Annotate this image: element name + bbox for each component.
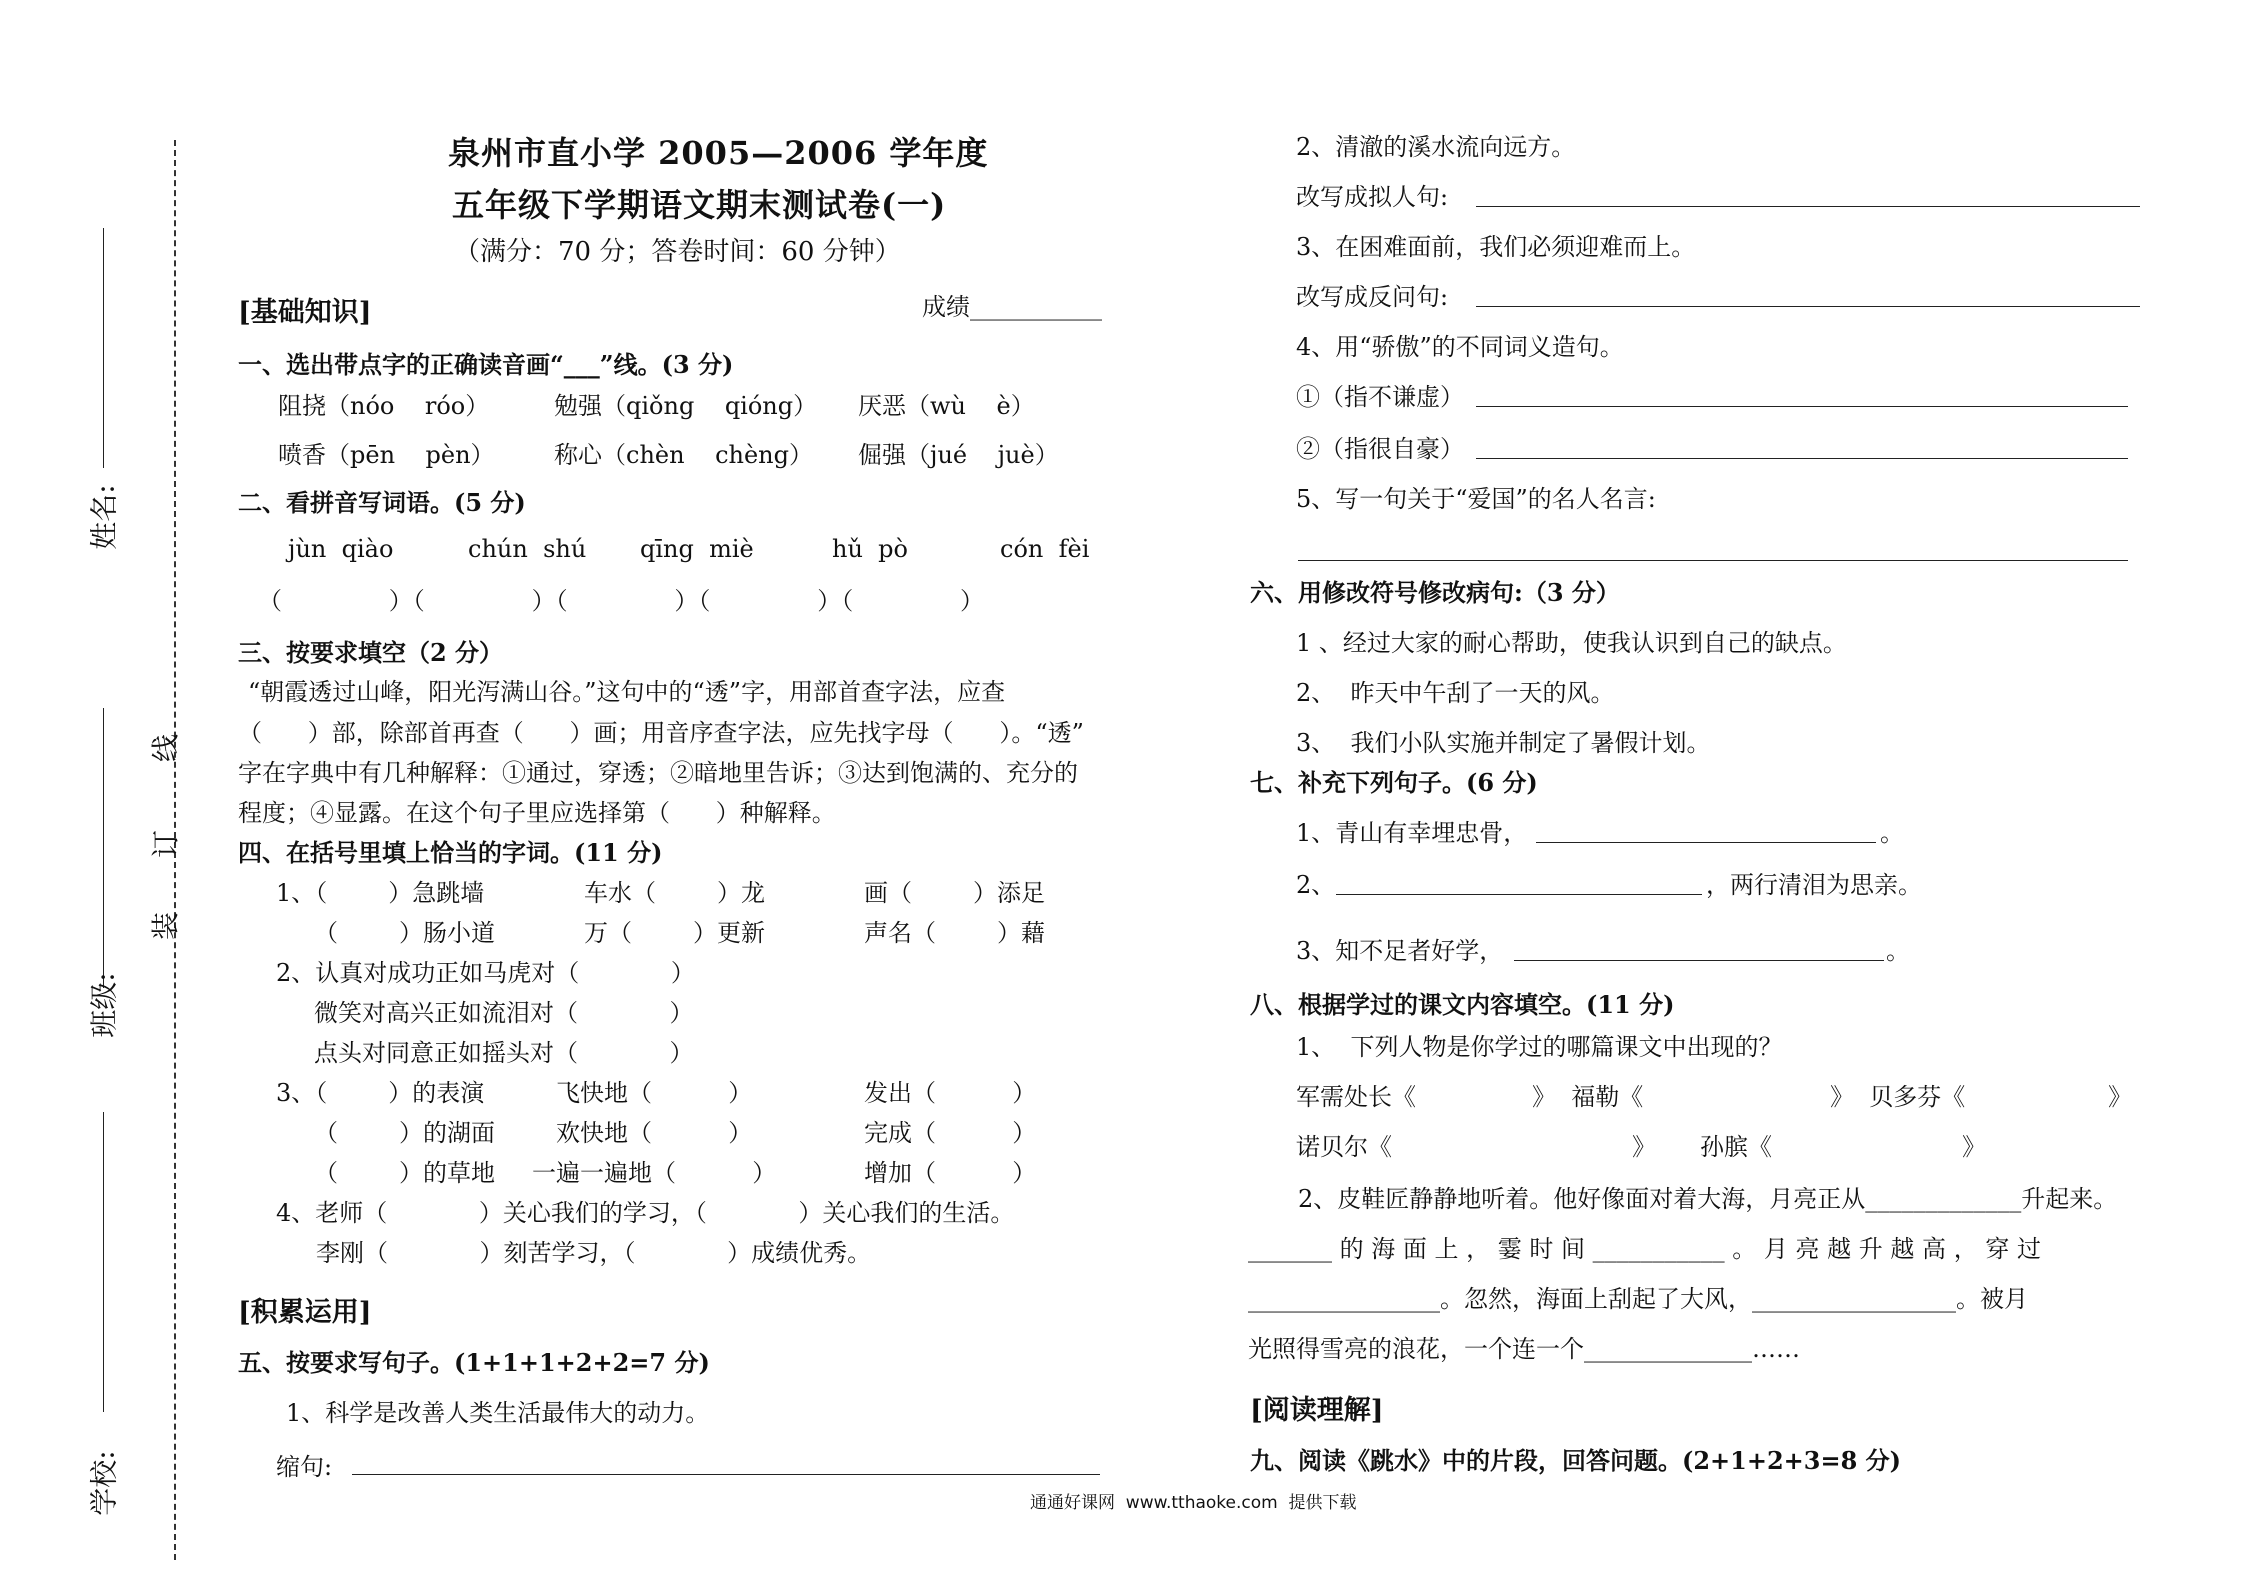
q8-1-close-5: 》 [1962, 1133, 1986, 1161]
q5-4-a-label: ①（指不谦虚） [1296, 383, 1464, 411]
q7-3-period: 。 [1886, 937, 1910, 965]
q4-1-f: 声名（ ）藉 [864, 919, 1046, 947]
q8-2-line-3: ________________。忽然，海面上刮起了大风，_________________。被月 [1248, 1285, 2028, 1313]
q8-1-prompt: 1、 下列人物是你学过的哪篇课文中出现的？ [1296, 1033, 1783, 1061]
name-write-line [103, 228, 104, 468]
q4-4-b: 李刚（ ）刻苦学习，（ ）成绩优秀。 [316, 1239, 872, 1267]
q8-2-line-4: 光照得雪亮的浪花，一个连一个______________…… [1248, 1335, 1800, 1363]
q1-title: 一、选出带点字的正确读音画“___”线。(3 分) [238, 350, 734, 379]
q6-title: 六、用修改符号修改病句:（3 分） [1250, 578, 1620, 607]
q2-pinyin-1: jùn qiào [288, 535, 394, 563]
q6-1: 1 、经过大家的耐心帮助，使我认识到自己的缺点。 [1296, 629, 1847, 657]
q5-title: 五、按要求写句子。(1+1+1+2+2=7 分) [238, 1348, 710, 1377]
q7-title: 七、补充下列句子。(6 分) [1250, 768, 1538, 797]
name-label: 姓名: [87, 484, 121, 550]
q4-3-h: 一遍一遍地（ ） [532, 1159, 777, 1187]
q4-1-c: 画（ ）添足 [864, 879, 1046, 907]
q4-1-d: （ ）肠小道 [314, 919, 496, 947]
q5-4-a-answer-line[interactable] [1476, 406, 2128, 407]
section-basic-knowledge: [基础知识] [238, 297, 372, 328]
q8-1-person-4: 诺贝尔《 [1296, 1133, 1392, 1161]
q5-2-sentence: 2、清澈的溪水流向远方。 [1296, 133, 1576, 161]
q5-4-b-answer-line[interactable] [1476, 458, 2128, 459]
q5-5-sentence: 5、写一句关于“爱国”的名人名言: [1296, 485, 1656, 513]
section-reading: [阅读理解] [1250, 1395, 1384, 1426]
binding-char-ding: 订 [149, 829, 183, 859]
q9-title: 九、阅读《跳水》中的片段，回答问题。(2+1+2+3=8 分) [1250, 1446, 1901, 1475]
q1-item-3: 厌恶（wù è） [858, 392, 1035, 420]
q4-1-b: 车水（ ）龙 [584, 879, 766, 907]
exam-title-line2: 五年级下学期语文期末测试卷(一) [452, 186, 947, 224]
binding-char-zhuang: 装 [149, 911, 183, 941]
q7-1-period: 。 [1880, 819, 1904, 847]
q3-line-2: （ ）部，除部首再查（ ）画；用音序查字法，应先找字母（ ）。“透” [238, 719, 1084, 747]
q4-3-a: 3、（ ）的表演 [276, 1079, 485, 1107]
school-write-line [103, 1112, 104, 1412]
q1-item-4: 喷香（pēn pèn） [278, 441, 495, 469]
footer-source: 通通好课网 www.tthaoke.com 提供下载 [1030, 1493, 1357, 1513]
q1-item-1: 阻挠（nóo róo） [278, 392, 490, 420]
q4-3-g: （ ）的草地 [314, 1159, 496, 1187]
q8-1-person-2: 》 福勒《 [1532, 1083, 1644, 1111]
class-label: 班级: [87, 972, 121, 1038]
q2-pinyin-2: chún shú [468, 535, 587, 563]
section-accumulation: [积累运用] [238, 1297, 372, 1328]
q5-4-b-label: ②（指很自豪） [1296, 435, 1464, 463]
q8-1-person-1: 军需处长《 [1296, 1083, 1416, 1111]
q4-2-a: 2、认真对成功正如马虎对（ ） [276, 959, 695, 987]
q4-1-a: 1、（ ）急跳墙 [276, 879, 485, 907]
q3-title: 三、按要求填空（2 分） [238, 638, 504, 667]
q7-2-ending: ，两行清泪为思亲。 [1706, 871, 1922, 899]
q7-2-number: 2、 [1296, 871, 1336, 899]
q5-3-label: 改写成反问句: [1296, 283, 1449, 311]
q8-1-close-4: 》 [1632, 1133, 1656, 1161]
exam-title-line1: 泉州市直小学 2005—2006 学年度 [448, 134, 989, 172]
exam-subtitle: （满分：70 分；答卷时间：60 分钟） [454, 237, 901, 267]
q8-1-person-3: 》 贝多芬《 [1830, 1083, 1966, 1111]
q5-3-answer-line[interactable] [1476, 306, 2140, 307]
school-label: 学校: [87, 1450, 121, 1516]
q4-3-b: 飞快地（ ） [556, 1079, 753, 1107]
q4-3-e: 欢快地（ ） [556, 1119, 753, 1147]
q5-5-answer-line[interactable] [1298, 560, 2128, 561]
q8-1-person-5: 孙膑《 [1700, 1133, 1772, 1161]
q7-1-answer-line[interactable] [1536, 842, 1876, 843]
score-field[interactable]: 成绩___________ [922, 293, 1102, 321]
q5-4-sentence: 4、用“骄傲”的不同词义造句。 [1296, 333, 1624, 361]
q4-3-c: 发出（ ） [864, 1079, 1037, 1107]
q7-3-answer-line[interactable] [1514, 960, 1884, 961]
q3-line-1: “朝霞透过山峰，阳光泻满山谷。”这句中的“透”字，用部首查字法，应查 [248, 678, 1006, 706]
q4-2-b: 微笑对高兴正如流泪对（ ） [314, 999, 694, 1027]
q4-1-e: 万（ ）更新 [584, 919, 766, 947]
q8-2-line-2: _______ 的 海 面 上 ， 霎 时 间 ___________ 。 月 亮 越 升 越 高 ， 穿 过 [1248, 1235, 2041, 1263]
q5-3-sentence: 3、在困难面前，我们必须迎难而上。 [1296, 233, 1696, 261]
q7-3: 3、知不足者好学， [1296, 937, 1504, 965]
q4-3-f: 完成（ ） [864, 1119, 1037, 1147]
q8-title: 八、根据学过的课文内容填空。(11 分) [1250, 990, 1675, 1019]
q4-3-d: （ ）的湖面 [314, 1119, 496, 1147]
q6-3: 3、 我们小队实施并制定了暑假计划。 [1296, 729, 1711, 757]
q1-item-2: 勉强（qiǒng qióng） [554, 392, 818, 420]
binding-char-line: 线 [149, 733, 183, 763]
q6-2: 2、 昨天中午刮了一天的风。 [1296, 679, 1615, 707]
q3-line-3: 字在字典中有几种解释：①通过，穿透；②暗地里告诉；③达到饱满的、充分的 [238, 759, 1078, 787]
q4-2-c: 点头对同意正如摇头对（ ） [314, 1039, 694, 1067]
q8-2-line-1: 2、皮鞋匠静静地听着。他好像面对着大海，月亮正从_____________升起来。 [1298, 1185, 2118, 1213]
q7-1: 1、青山有幸埋忠骨， [1296, 819, 1528, 847]
class-write-line [103, 708, 104, 988]
q5-1-sentence: 1、科学是改善人类生活最伟大的动力。 [286, 1399, 710, 1427]
q5-1-answer-line[interactable] [352, 1474, 1100, 1475]
q2-pinyin-4: hǔ pò [832, 535, 908, 563]
q2-title: 二、看拼音写词语。(5 分) [238, 488, 526, 517]
q2-answer-brackets[interactable]: （ ）（ ）（ ）（ ）（ ） [258, 587, 985, 615]
q8-1-close-3: 》 [2108, 1083, 2132, 1111]
q1-item-5: 称心（chèn chèng） [554, 441, 813, 469]
q1-item-6: 倔强（jué juè） [858, 441, 1059, 469]
q5-2-label: 改写成拟人句: [1296, 183, 1449, 211]
q4-title: 四、在括号里填上恰当的字词。(11 分) [238, 838, 663, 867]
q7-2-answer-line[interactable] [1336, 894, 1702, 895]
q4-3-i: 增加（ ） [864, 1159, 1037, 1187]
q2-pinyin-5: cón fèi [1000, 535, 1090, 563]
q4-4-a: 4、老师（ ）关心我们的学习，（ ）关心我们的生活。 [276, 1199, 1015, 1227]
q5-2-answer-line[interactable] [1476, 206, 2140, 207]
q3-line-4: 程度；④显露。在这个句子里应选择第（ ）种解释。 [238, 799, 836, 827]
q2-pinyin-3: qīng miè [640, 535, 754, 563]
q5-1-shorten-label: 缩句: [276, 1453, 333, 1481]
